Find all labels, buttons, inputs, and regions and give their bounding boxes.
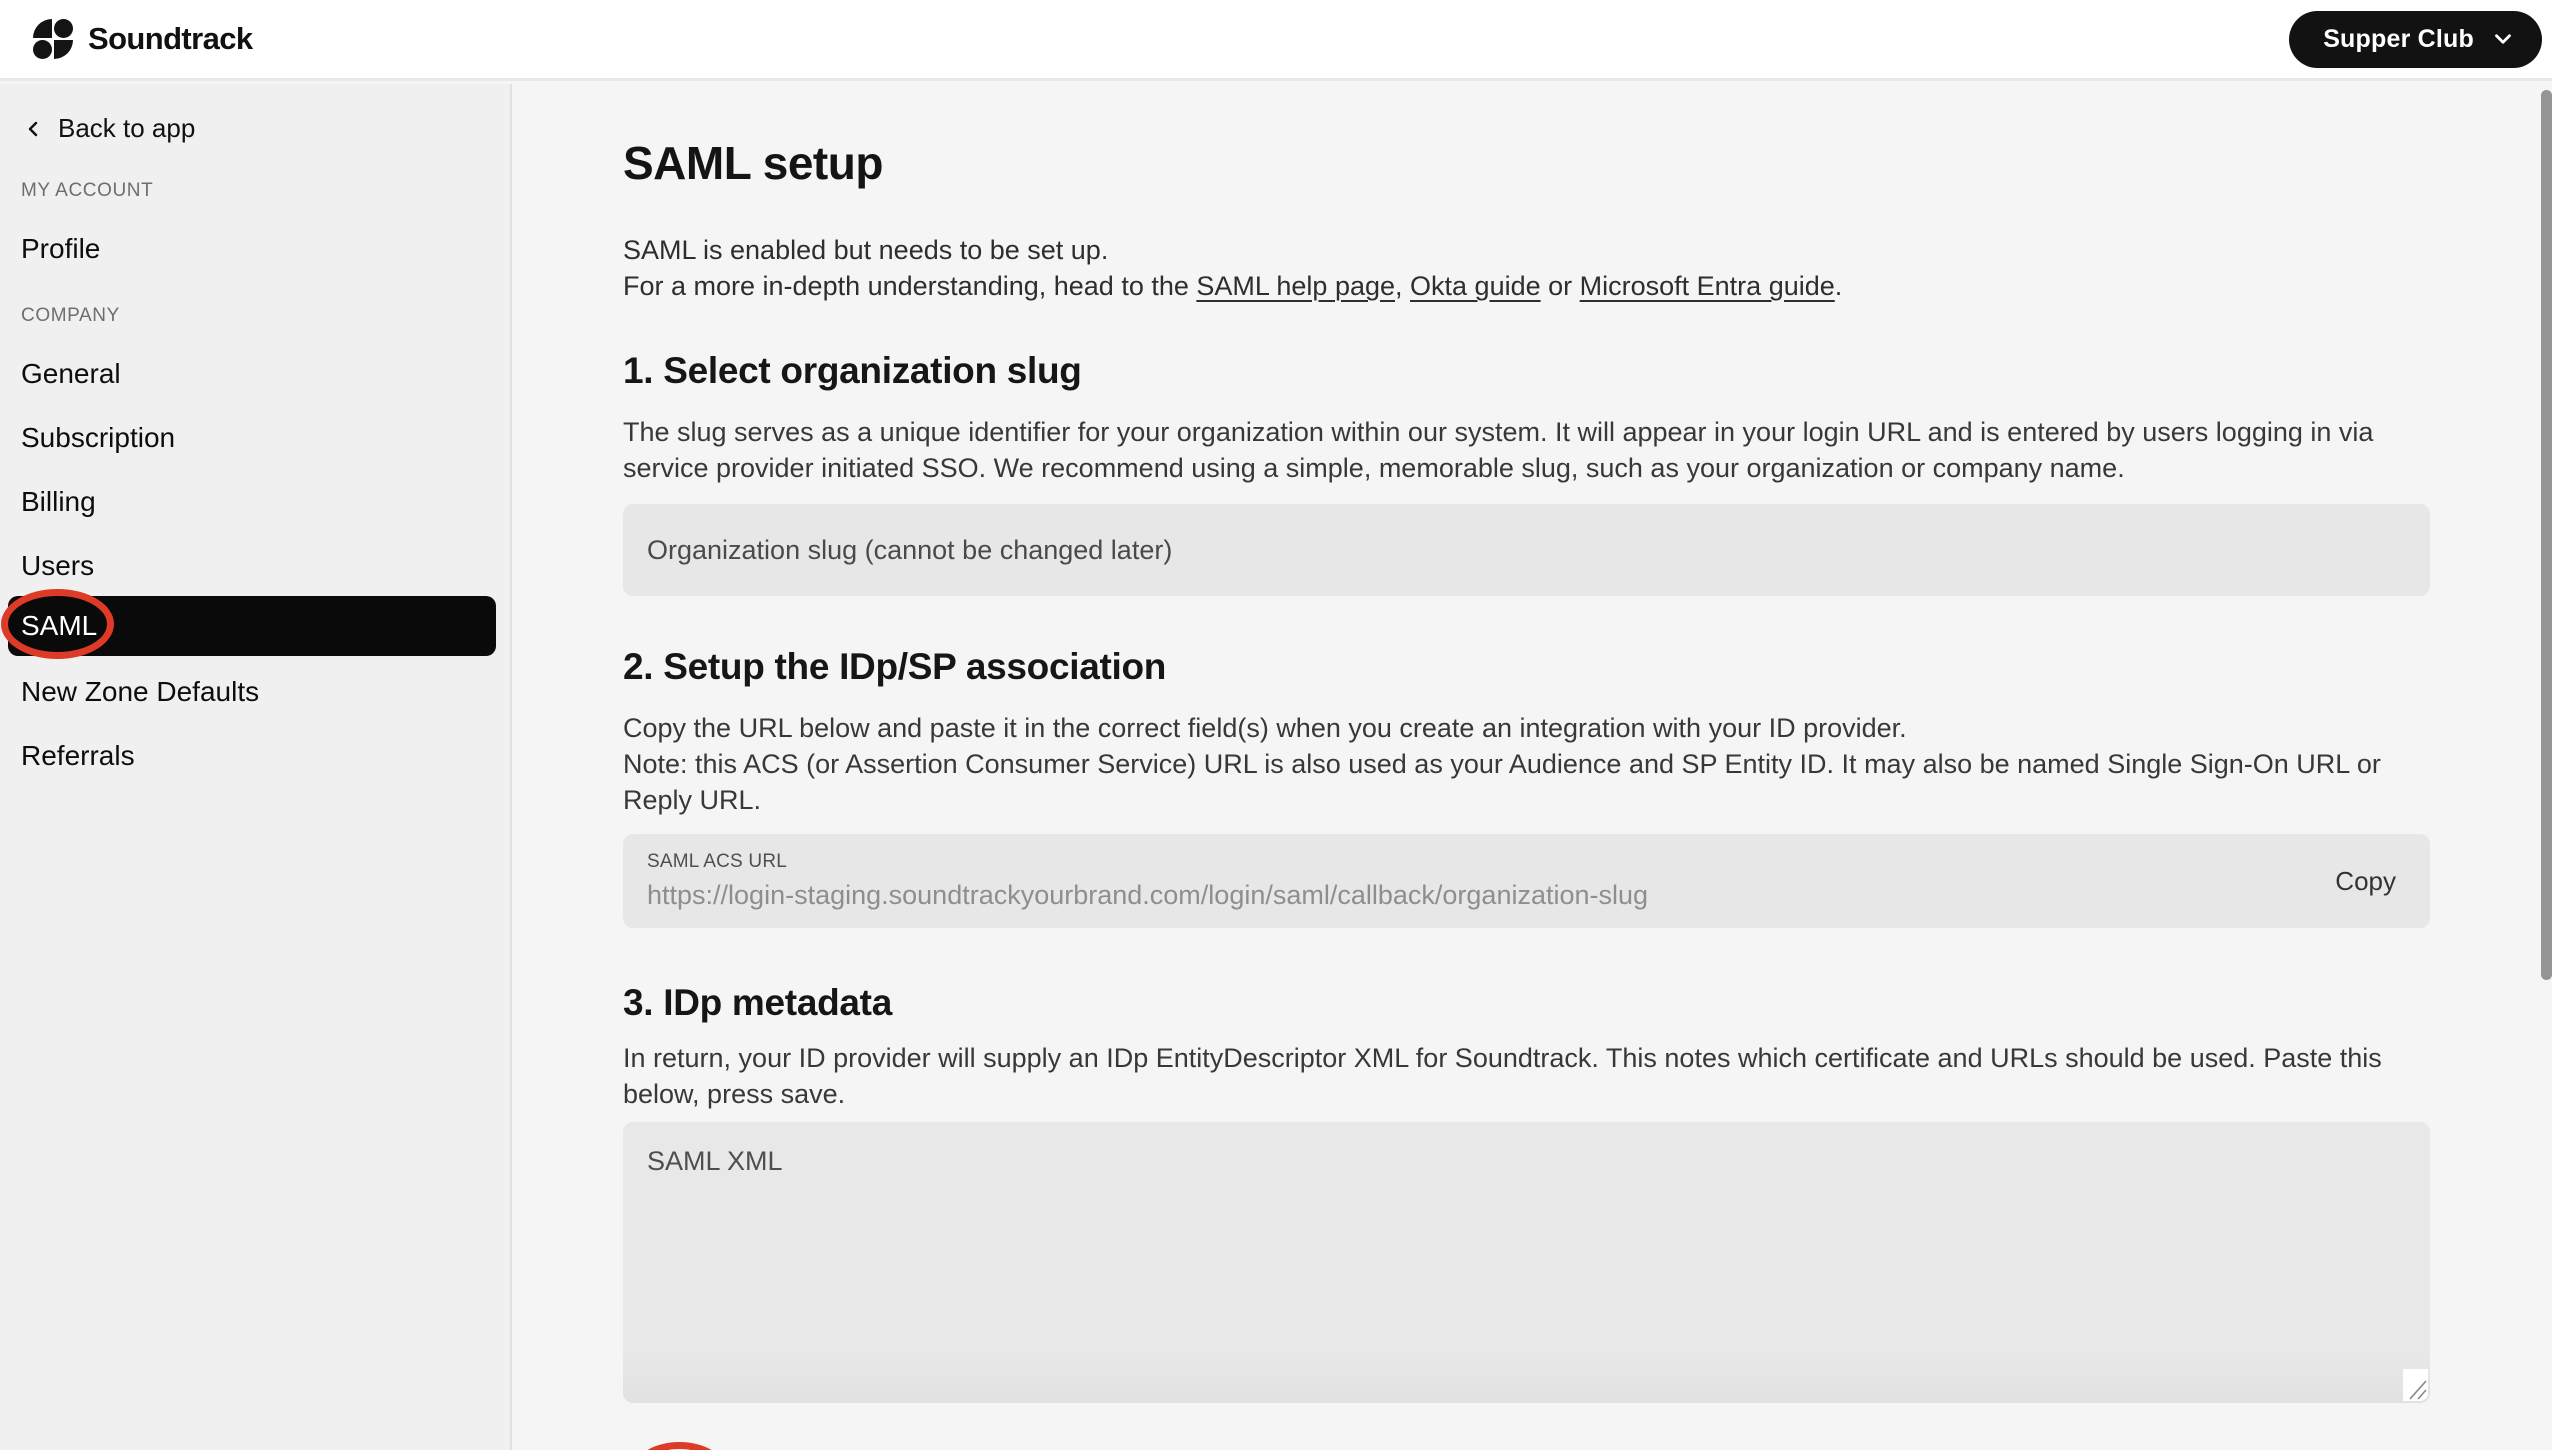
scrollbar-thumb[interactable] xyxy=(2541,90,2552,980)
textarea-resize-handle[interactable] xyxy=(2403,1369,2428,1401)
organization-slug-input[interactable] xyxy=(623,504,2430,596)
intro-line-2-prefix: For a more in-depth understanding, head to the xyxy=(623,271,1197,301)
sidebar-item-referrals[interactable]: Referrals xyxy=(21,740,135,771)
sidebar-item-subscription[interactable]: Subscription xyxy=(21,422,176,453)
copy-button[interactable]: Copy xyxy=(2327,834,2404,928)
sidebar-item-billing[interactable]: Billing xyxy=(21,486,96,517)
intro-line-1: SAML is enabled but needs to be set up. xyxy=(623,235,1109,265)
resize-grip-icon xyxy=(2406,1375,2428,1401)
soundtrack-logo-icon xyxy=(33,19,73,59)
chevron-left-icon xyxy=(21,117,45,141)
section-1-description: The slug serves as a unique identifier for your organization within our system. It will appear in your login URL and is entered by users logging in via service provider initiated SSO. We recommend using a simple, memorable slug, such as your organization or company name. xyxy=(623,417,2374,483)
saml-xml-textarea[interactable] xyxy=(623,1122,2430,1403)
intro-separator-2: or xyxy=(1540,271,1580,301)
saml-acs-url-value: https://login-staging.soundtrackyourbrand.com/login/saml/callback/organization-slug xyxy=(647,880,1649,910)
section-3-heading: 3. IDp metadata xyxy=(623,982,892,1023)
intro-separator-1: , xyxy=(1395,271,1411,301)
sidebar-item-saml-label: SAML xyxy=(21,610,98,641)
top-bar xyxy=(0,0,2552,81)
back-to-app-link[interactable] xyxy=(21,112,195,145)
section-2-description-line-1: Copy the URL below and paste it in the correct field(s) when you create an integration with your ID provider. xyxy=(623,713,1907,743)
saml-setup-page xyxy=(512,84,2552,1450)
page-title: SAML setup xyxy=(623,137,883,189)
sidebar-item-saml[interactable] xyxy=(8,596,496,656)
nav-group-company: COMPANY xyxy=(21,305,120,326)
section-2-description xyxy=(623,710,2430,818)
saml-xml-field-wrapper xyxy=(623,1122,2430,1403)
intro-suffix: . xyxy=(1834,271,1843,301)
saml-acs-url-label: SAML ACS URL xyxy=(647,851,788,872)
account-menu-button[interactable] xyxy=(2289,11,2542,68)
microsoft-entra-guide-link[interactable]: Microsoft Entra guide xyxy=(1579,271,1835,301)
section-1-heading: 1. Select organization slug xyxy=(623,350,1082,391)
back-to-app-label: Back to app xyxy=(58,113,196,143)
saml-help-page-link[interactable]: SAML help page xyxy=(1196,271,1396,301)
section-3-description: In return, your ID provider will supply an IDp EntityDescriptor XML for Soundtrack. This notes which certificate and URLs should be used. Paste this below, press save. xyxy=(623,1043,2382,1109)
section-2-description-line-2: Note: this ACS (or Assertion Consumer Service) URL is also used as your Audience and SP Entity ID. It may also be named Single Sign-On URL or Reply URL. xyxy=(623,749,2381,815)
okta-guide-link[interactable]: Okta guide xyxy=(1410,271,1541,301)
account-name: Supper Club xyxy=(2323,24,2474,53)
settings-sidebar xyxy=(0,84,512,1450)
sidebar-item-new-zone-defaults[interactable]: New Zone Defaults xyxy=(21,676,260,707)
nav-group-my-account: MY ACCOUNT xyxy=(21,180,154,201)
sidebar-item-general[interactable]: General xyxy=(21,358,121,389)
chevron-down-icon xyxy=(2490,26,2516,52)
brand-name: Soundtrack xyxy=(88,21,253,56)
intro-text xyxy=(623,232,2430,304)
sidebar-item-users[interactable]: Users xyxy=(21,550,95,581)
sidebar-item-profile[interactable]: Profile xyxy=(21,233,101,264)
section-2-heading: 2. Setup the IDp/SP association xyxy=(623,646,1167,687)
saml-acs-url-field xyxy=(623,834,2430,928)
soundtrack-logo[interactable] xyxy=(33,19,253,59)
